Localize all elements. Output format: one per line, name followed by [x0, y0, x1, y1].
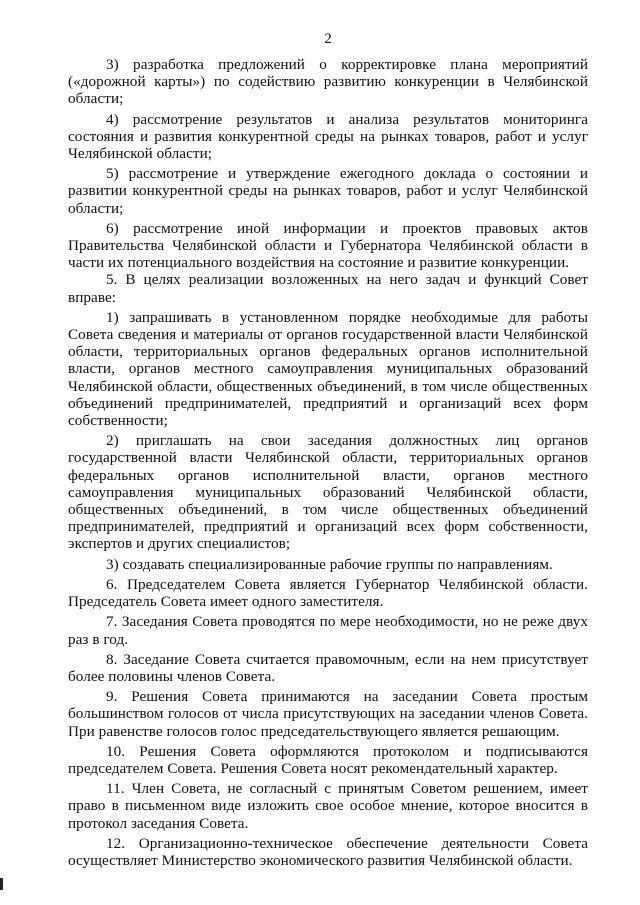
- paragraph-section-6: 6. Председателем Совета является Губернатор Челябинской области. Председатель Совета имеет одного заместителя.: [68, 575, 588, 611]
- paragraph-item-5: 5) рассмотрение и утверждение ежегодного доклада о состоянии и развитии конкурентной среды на рынках товаров, работ и услуг Челябинской области;: [68, 165, 588, 217]
- page-number: 2: [324, 31, 332, 47]
- paragraph-item-6: 6) рассмотрение иной информации и проектов правовых актов Правительства Челябинской области и Губернатора Челябинской области в части их потенциального воздействия на состояние и развитие конкуренции.: [68, 219, 588, 272]
- paragraph-right-1: 1) запрашивать в установленном порядке необходимые для работы Совета сведения и материалы от органов государственной власти Челябинской области, территориальных органов федеральных органов исполнительной власти, органов местного самоуправления муниципальных образований Челябинской области, общественных объединений, в том числе общественных объединений предпринимателей, предприятий и организаций всех форм собственности;: [68, 308, 588, 430]
- paragraph-section-5: 5. В целях реализации возложенных на него задач и функций Совет вправе:: [68, 271, 588, 306]
- paragraph-section-10: 10. Решения Совета оформляются протоколом и подписываются председателем Совета. Решения Совета носят рекомендательный характер.: [68, 742, 588, 777]
- paragraph-section-8: 8. Заседание Совета считается правомочным, если на нем присутствует более половины членов Совета.: [68, 650, 588, 685]
- document-page: [68, 24, 588, 869]
- paragraph-section-12: 12. Организационно-техническое обеспечение деятельности Совета осуществляет Министерство экономического развития Челябинской области.: [68, 834, 588, 869]
- paragraph-right-2: 2) приглашать на свои заседания должностных лиц органов государственной власти Челябинской области, территориальных органов федеральных органов исполнительной власти, органов местного самоуправления муниципальных образований Челябинской области, общественных объединений, в том числе общественных объединений предпринимателей, предприятий и организаций всех форм собственности, экспертов и других специалистов;: [68, 432, 588, 553]
- scan-edge-mark: [0, 878, 3, 890]
- paragraph-section-9: 9. Решения Совета принимаются на заседании Совета простым большинством голосов от числа присутствующих на заседании членов Совета. При равенстве голосов голос председательствующего является решающим.: [68, 688, 588, 740]
- paragraph-item-4: 4) рассмотрение результатов и анализа результатов мониторинга состояния и развития конкурентной среды на рынках товаров, работ и услуг Челябинской области;: [68, 110, 588, 163]
- paragraph-section-7: 7. Заседания Совета проводятся по мере необходимости, но не реже двух раз в год.: [68, 613, 588, 648]
- paragraph-section-11: 11. Член Совета, не согласный с принятым Советом решением, имеет право в письменном виде изложить свое особое мнение, которое вносится в протокол заседания Совета.: [68, 780, 588, 832]
- paragraph-item-3: 3) разработка предложений о корректировке плана мероприятий («дорожной карты») по содействию развитию конкуренции в Челябинской области;: [68, 56, 588, 108]
- paragraph-right-3: 3) создавать специализированные рабочие группы по направлениям.: [106, 555, 553, 573]
